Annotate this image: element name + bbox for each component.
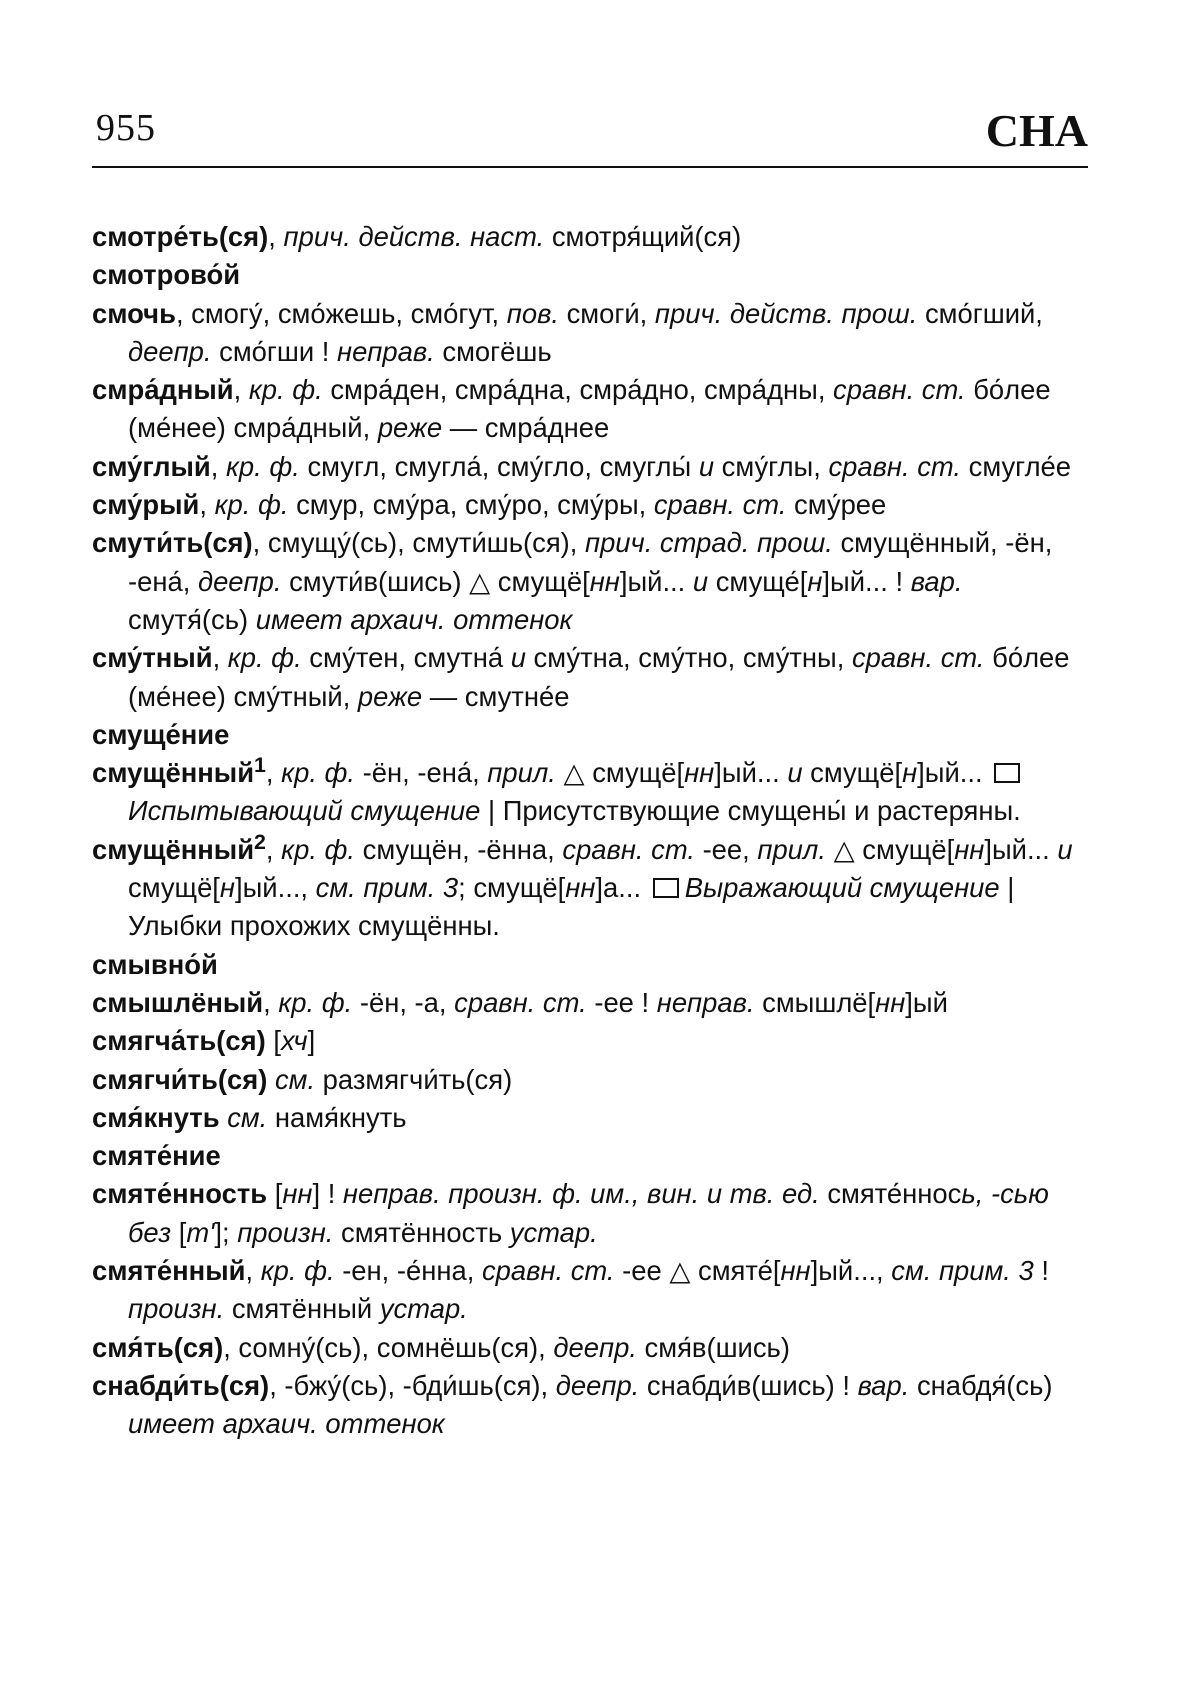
grammar-label: н <box>902 757 918 789</box>
dictionary-entry <box>92 1329 1088 1367</box>
entry-text: | Улыбки прохожих смущённы. <box>128 872 1015 942</box>
grammar-label: нн <box>954 833 985 865</box>
headword: смяте́нный <box>92 1255 246 1287</box>
headword: смуще́ние <box>92 718 230 750</box>
dictionary-entry <box>92 831 1088 946</box>
dictionary-entry <box>92 754 1088 831</box>
grammar-label: и <box>510 642 526 674</box>
headword: сму́глый <box>92 450 211 482</box>
entry-text: , сомну́(сь), сомнёшь(ся), <box>223 1331 554 1363</box>
entry-text: ]ый... <box>714 757 788 789</box>
entry-text: ]ый..., <box>235 872 316 904</box>
entry-text: намя́кнуть <box>267 1101 407 1133</box>
page-header <box>92 104 1088 168</box>
running-head: СНА <box>985 105 1088 156</box>
grammar-label: нн <box>684 757 715 789</box>
grammar-label: нн <box>875 986 906 1018</box>
entry-text: [ <box>265 1025 281 1057</box>
grammar-label: кр. ф. <box>214 489 289 521</box>
headword: смя́ть(ся) <box>92 1331 224 1363</box>
grammar-label: хч <box>280 1025 308 1057</box>
headword: сму́тный <box>92 642 213 674</box>
entry-text: , смущу́(сь), смути́шь(ся), <box>252 527 585 559</box>
grammar-label: реже <box>377 412 443 444</box>
grammar-label: Испытывающий смущение <box>128 795 481 827</box>
headword: смочь <box>92 297 176 329</box>
grammar-label: кр. ф. <box>281 757 356 789</box>
grammar-label: сравн. ст. <box>833 374 966 406</box>
entry-text: смути́в(шись) △ смущё[ <box>281 565 590 597</box>
grammar-label: см. <box>274 1063 316 1095</box>
entry-text: , <box>210 450 226 482</box>
grammar-label: произн. <box>237 1216 334 1248</box>
grammar-label: кр. ф. <box>225 450 300 482</box>
headword: смра́дный <box>92 374 234 406</box>
dictionary-entry <box>92 1175 1088 1252</box>
grammar-label: деепр. <box>553 1331 637 1363</box>
entry-text: ]ый... ! <box>822 565 911 597</box>
dictionary-entry <box>92 486 1088 524</box>
grammar-label: деепр. <box>128 335 212 367</box>
headword: смышлёный <box>92 986 264 1018</box>
entry-text: смущё[ <box>128 872 220 904</box>
headword: сму́рый <box>92 489 200 521</box>
grammar-label: кр. ф. <box>260 1255 335 1287</box>
grammar-label: кр. ф. <box>248 374 323 406</box>
headword: смя́кнуть <box>92 1101 220 1133</box>
entry-text: , <box>265 757 282 789</box>
entry-text: сму́рее <box>786 489 887 521</box>
entry-text: , <box>265 833 282 865</box>
dictionary-entry <box>92 1252 1088 1329</box>
entry-text: смышлё[ <box>754 986 876 1018</box>
grammar-label: кр. ф. <box>278 986 353 1018</box>
grammar-label: деепр. <box>197 565 282 597</box>
entry-text: размягчи́ть(ся) <box>315 1063 513 1095</box>
entry-text: , <box>263 986 279 1018</box>
grammar-label: и <box>692 565 709 597</box>
grammar-label: устар. <box>379 1293 468 1325</box>
grammar-label: пов. <box>506 297 559 329</box>
grammar-label: и <box>1057 833 1073 865</box>
grammar-label: сравн. ст. <box>481 1255 615 1287</box>
entry-text: смятённость <box>333 1216 510 1248</box>
entry-text: снабди́в(шись) ! <box>639 1369 858 1401</box>
entry-text: смятённый <box>224 1293 380 1325</box>
entry-text: смо́гши ! <box>211 335 337 367</box>
grammar-label: ь, -сью без <box>128 1178 1049 1248</box>
grammar-label: нн <box>589 565 620 597</box>
entry-text: ]ый..., <box>810 1255 892 1287</box>
entry-text: ]; <box>214 1216 238 1248</box>
headword: смущённый$^2$ <box>92 829 266 865</box>
entry-text: , смогу́, смо́жешь, смо́гут, <box>175 297 507 329</box>
dictionary-entry <box>92 984 1088 1022</box>
grammar-label: т' <box>186 1216 215 1248</box>
grammar-label: Выражающий смущение <box>684 872 1000 904</box>
entry-text: ] <box>307 1025 316 1057</box>
entry-text: | Присутствующие смущены́ и растеряны. <box>480 795 1021 827</box>
grammar-label: деепр. <box>555 1369 640 1401</box>
entry-text: смугле́е <box>961 450 1072 482</box>
entry-text: смотря́щий(ся) <box>544 221 742 252</box>
dictionary-entries <box>92 218 1088 1444</box>
grammar-label: прил. <box>757 833 826 865</box>
grammar-label: см. <box>227 1101 268 1133</box>
grammar-label: имеет архаич. оттенок <box>128 1408 445 1440</box>
entry-text: сму́тна, сму́тно, сму́тны, <box>525 642 852 674</box>
entry-text: -ён, -ена́, <box>355 757 488 789</box>
entry-text: бо́лее (ме́нее) смра́дный, <box>128 374 1051 444</box>
dictionary-entry <box>92 218 1088 256</box>
entry-text: [ <box>171 1216 187 1248</box>
entry-text: , <box>245 1255 261 1287</box>
grammar-label: нн <box>565 872 596 904</box>
entry-text: △ смущё[ <box>555 757 685 789</box>
entry-text: сму́глы, <box>714 450 829 482</box>
entry-text: смя́в(шись) <box>636 1331 790 1363</box>
entry-text: смра́ден, смра́дна, смра́дно, смра́дны, <box>322 374 834 406</box>
entry-text: -ее ! <box>586 986 657 1018</box>
grammar-label: см. прим. 3 <box>891 1255 1034 1287</box>
dictionary-entry <box>92 1099 1088 1137</box>
grammar-label: сравн. ст. <box>828 450 962 482</box>
dictionary-entry <box>92 1061 1088 1099</box>
entry-text: ! <box>1033 1255 1049 1287</box>
dictionary-entry <box>92 639 1088 716</box>
grammar-label: кр. ф. <box>281 833 356 865</box>
grammar-label: см. прим. 3 <box>315 872 459 904</box>
entry-text: смогёшь <box>434 335 552 367</box>
headword: смяте́ние <box>92 1140 221 1172</box>
headword: смягчи́ть(ся) <box>92 1063 268 1095</box>
entry-text: △ смущё[ <box>825 833 955 865</box>
entry-text: ]а... <box>595 872 649 904</box>
dictionary-entry <box>92 946 1088 984</box>
entry-text: — смутне́е <box>422 680 570 712</box>
grammar-label: неправ. <box>656 986 755 1018</box>
entry-text: сму́тен, смутна́ <box>301 642 511 674</box>
entry-text: ]ый <box>905 986 948 1018</box>
entry-text: , <box>268 221 284 252</box>
grammar-label: вар. <box>910 565 963 597</box>
headword: смяте́нность <box>92 1178 268 1210</box>
grammar-label: сравн. ст. <box>851 642 985 674</box>
entry-text: ; смущё[ <box>458 872 566 904</box>
headword: снабди́ть(ся) <box>92 1369 270 1401</box>
entry-text: , <box>233 374 249 406</box>
homonym-number: 1 <box>254 753 266 778</box>
dictionary-entry <box>92 1137 1088 1175</box>
entry-text: ]ый... <box>917 757 991 789</box>
grammar-label: вар. <box>857 1369 910 1401</box>
entry-text: смо́гший, <box>917 297 1043 329</box>
entry-text: , <box>199 489 215 521</box>
definition-box-icon <box>994 763 1020 783</box>
headword: смущённый$^1$ <box>92 753 266 789</box>
entry-text: ]ый... <box>619 565 693 597</box>
entry-text <box>267 1064 275 1095</box>
entry-text: -ее △ смяте́[ <box>614 1255 781 1287</box>
entry-text: -ен, -е́нна, <box>334 1255 482 1287</box>
entry-text: — смра́днее <box>442 412 610 444</box>
dictionary-entry <box>92 295 1088 372</box>
entry-text: смущён, -ённа, <box>355 833 563 865</box>
page-number: 955 <box>96 107 156 149</box>
grammar-label: реже <box>357 680 423 712</box>
entry-text: [ <box>267 1178 283 1210</box>
grammar-label: сравн. ст. <box>454 986 587 1018</box>
grammar-label: нн <box>282 1178 313 1210</box>
dictionary-entry <box>92 448 1088 486</box>
homonym-number: 2 <box>254 829 266 854</box>
grammar-label: прич. действ. прош. <box>654 297 918 329</box>
grammar-label: кр. ф. <box>227 642 302 674</box>
grammar-label: сравн. ст. <box>562 833 695 865</box>
grammar-label: нн <box>780 1255 811 1287</box>
grammar-label: сравн. ст. <box>653 489 787 521</box>
entry-text: смур, сму́ра, сму́ро, сму́ры, <box>288 489 654 521</box>
headword: смягча́ть(ся) <box>92 1025 266 1057</box>
entry-text: смутя́(сь) <box>128 603 256 635</box>
grammar-label: и <box>787 757 803 789</box>
entry-text: ]ый... <box>984 833 1058 865</box>
entry-text: -ее, <box>694 833 758 865</box>
grammar-label: прич. страд. прош. <box>585 527 833 559</box>
dictionary-entry <box>92 524 1088 639</box>
dictionary-entry <box>92 1367 1088 1444</box>
dictionary-entry <box>92 256 1088 294</box>
dictionary-entry <box>92 716 1088 754</box>
entry-text: -ён, -а, <box>352 986 455 1018</box>
grammar-label: н <box>219 872 235 904</box>
entry-text: смяте́ннос <box>819 1178 962 1210</box>
entry-text: смоги́, <box>559 297 655 329</box>
entry-text: , <box>212 642 228 674</box>
dictionary-entry <box>92 371 1088 448</box>
entry-text: смуще́[ <box>708 565 808 597</box>
headword: смывно́й <box>92 948 218 980</box>
entry-text: , -бжу́(сь), -бди́шь(ся), <box>269 1369 556 1401</box>
entry-text: бо́лее (ме́нее) сму́тный, <box>128 642 1070 712</box>
entry-text: ] ! <box>312 1178 343 1210</box>
grammar-label: н <box>807 565 823 597</box>
entry-text: смугл, смугла́, сму́гло, смуглы́ <box>299 450 699 482</box>
dictionary-entry <box>92 1022 1088 1060</box>
grammar-label: неправ. произн. ф. им., вин. и тв. ед. <box>342 1178 820 1210</box>
grammar-label: имеет архаич. оттенок <box>255 603 573 635</box>
entry-text: смущё[ <box>802 757 903 789</box>
headword: смути́ть(ся) <box>92 527 253 559</box>
grammar-label: устар. <box>509 1216 598 1248</box>
grammar-label: произн. <box>128 1293 225 1325</box>
definition-box-icon <box>653 878 679 898</box>
grammar-label: прич. действ. наст. <box>283 221 545 252</box>
grammar-label: прил. <box>487 757 556 789</box>
entry-text: смущённый, -ён, -ена́, <box>128 527 1053 597</box>
headword: смотрово́й <box>92 259 241 291</box>
grammar-label: и <box>698 450 715 482</box>
entry-text: снабдя́(сь) <box>909 1369 1053 1401</box>
grammar-label: неправ. <box>337 335 435 367</box>
headword: смотре́ть(ся) <box>92 221 269 252</box>
